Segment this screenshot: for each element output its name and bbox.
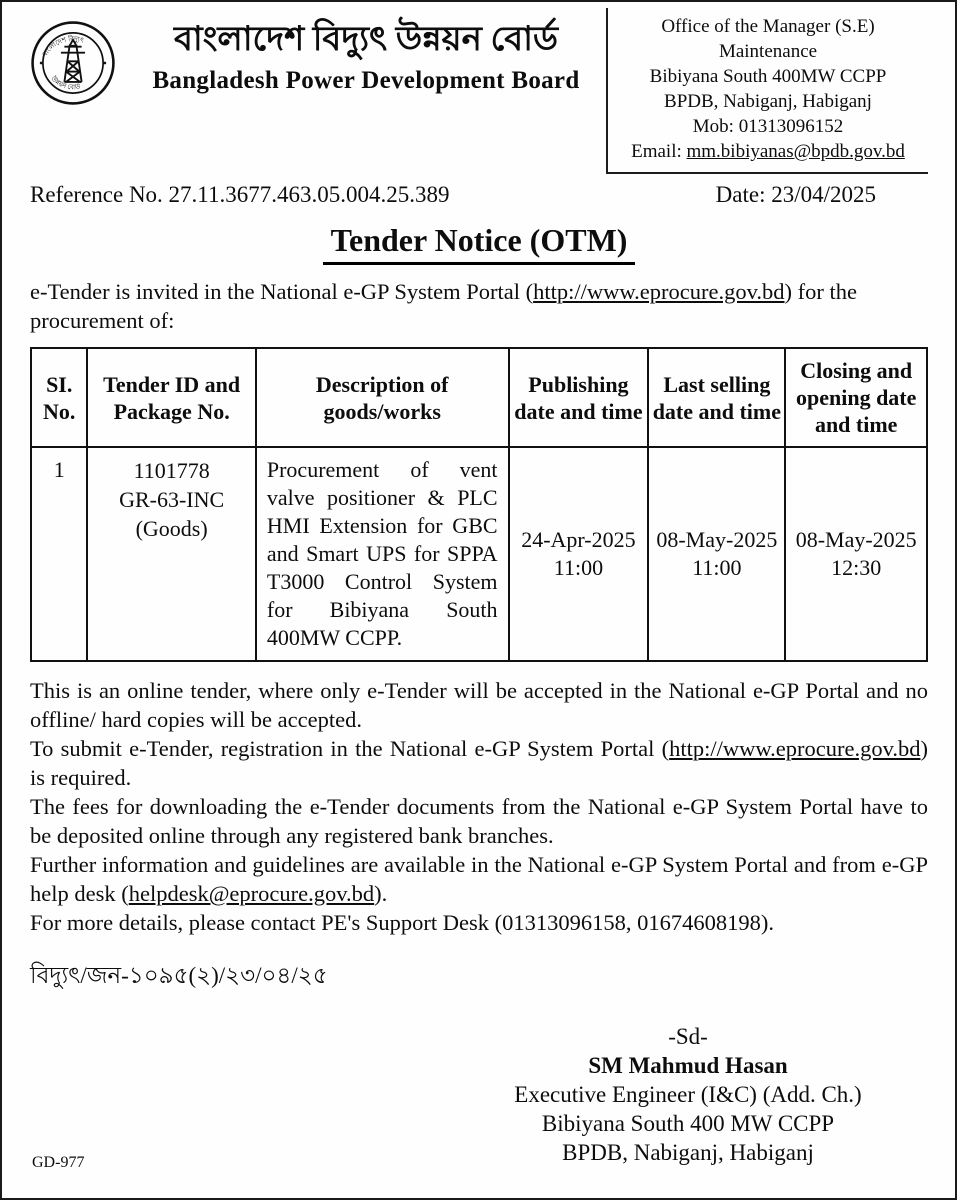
cell-description: Procurement of vent valve positioner & PLC HMI Extension for GBC and Smart UPS for SPPA T3000 Control System for Bibiyana South 400MW CCPP. xyxy=(256,447,509,661)
office-info-line: BPDB, Nabiganj, Habiganj xyxy=(664,91,872,112)
paragraph-registration xyxy=(30,734,928,792)
package-no: GR-63-INC xyxy=(119,487,225,512)
org-name-bengali: বাংলাদেশ বিদ্যুৎ উন্নয়ন বোর্ড xyxy=(173,21,559,58)
title-wrap xyxy=(30,222,928,265)
publishing-time: 11:00 xyxy=(553,555,604,580)
cell-publishing-date xyxy=(509,447,649,661)
organization-names xyxy=(126,8,606,174)
email-label: Email: xyxy=(631,141,687,162)
column-header-publishing: Publishing date and time xyxy=(509,348,649,447)
office-info-line: Office of the Manager (S.E) Maintenance xyxy=(661,16,875,62)
svg-text:বাংলাদেশ বিদ্যুৎ: বাংলাদেশ বিদ্যুৎ xyxy=(41,35,85,59)
publishing-date: 24-Apr-2025 xyxy=(521,527,636,552)
office-info-line: Bibiyana South 400MW CCPP xyxy=(649,66,887,87)
paragraph-online-only: This is an online tender, where only e-Tender will be accepted in the National e-GP Portal and no offline/ hard copies will be accepted. xyxy=(30,678,928,732)
signature-block xyxy=(448,1022,928,1167)
cell-tender-id xyxy=(87,447,255,661)
body-paragraphs xyxy=(30,676,928,937)
office-email-link[interactable]: mm.bibiyanas@bpdb.gov.bd xyxy=(686,141,905,162)
bpdb-logo xyxy=(30,8,126,174)
cell-closing-date xyxy=(785,447,927,661)
svg-text:উন্নয়ন বোর্ড: উন্নয়ন বোর্ড xyxy=(49,75,82,92)
paragraph-text: ) is required. xyxy=(30,736,928,790)
signed-marker: -Sd- xyxy=(668,1024,708,1049)
page-title: Tender Notice (OTM) xyxy=(323,222,636,265)
table-header-row xyxy=(31,348,927,447)
eprocure-portal-link[interactable]: http://www.eprocure.gov.bd xyxy=(669,736,921,761)
table-row xyxy=(31,447,927,661)
tender-type: (Goods) xyxy=(135,516,208,541)
column-header-tender-id: Tender ID and Package No. xyxy=(87,348,255,447)
reference-row xyxy=(30,182,928,208)
last-selling-time: 11:00 xyxy=(692,555,742,580)
bpdb-seal-icon xyxy=(30,20,116,106)
intro-text: ) for the procurement of: xyxy=(30,279,857,333)
org-name-english: Bangladesh Power Development Board xyxy=(152,67,580,95)
helpdesk-email-link[interactable]: helpdesk@eprocure.gov.bd xyxy=(128,881,375,906)
paragraph-support-desk: For more details, please contact PE's Support Desk (01313096158, 01674608198). xyxy=(30,910,774,935)
intro-paragraph xyxy=(30,277,928,335)
document-date: Date: 23/04/2025 xyxy=(715,182,876,207)
form-code: GD-977 xyxy=(32,1154,85,1171)
tender-id: 1101778 xyxy=(133,458,210,483)
reference-number: Reference No. 27.11.3677.463.05.004.25.389 xyxy=(30,182,450,207)
office-mobile: Mob: 01313096152 xyxy=(692,116,844,137)
column-header-closing: Closing and opening date and time xyxy=(785,348,927,447)
last-selling-date: 08-May-2025 xyxy=(656,527,778,552)
paragraph-fees: The fees for downloading the e-Tender documents from the National e-GP System Portal have to be deposited online through any registered bank branches. xyxy=(30,794,928,848)
paragraph-text: To submit e-Tender, registration in the National e-GP System Portal ( xyxy=(30,736,670,761)
column-header-description: Description of goods/works xyxy=(256,348,509,447)
signatory-designation: Executive Engineer (I&C) (Add. Ch.) xyxy=(514,1082,862,1107)
signatory-org-line: BPDB, Nabiganj, Habiganj xyxy=(562,1140,814,1165)
column-header-sl-no: SI. No. xyxy=(31,348,87,447)
cell-last-selling-date xyxy=(648,447,785,661)
memo-number-bengali: বিদ্যুৎ/জন-১০৯৫(২)/২৩/০৪/২৫ xyxy=(30,963,328,988)
signatory-org-line: Bibiyana South 400 MW CCPP xyxy=(541,1111,835,1136)
eprocure-portal-link[interactable]: http://www.eprocure.gov.bd xyxy=(533,279,785,304)
paragraph-further-info xyxy=(30,850,928,908)
cell-sl-no: 1 xyxy=(31,447,87,661)
closing-date: 08-May-2025 xyxy=(795,527,917,552)
tender-table xyxy=(30,347,928,662)
signatory-name: SM Mahmud Hasan xyxy=(588,1053,788,1078)
document-header xyxy=(30,8,928,174)
office-email-line xyxy=(612,139,924,164)
paragraph-text: ). xyxy=(374,881,388,906)
office-info-block xyxy=(606,8,928,174)
paragraph-text: Further information and guidelines are available in the National e-GP System Portal and from e-GP help desk ( xyxy=(30,852,928,906)
column-header-last-selling: Last selling date and time xyxy=(648,348,785,447)
intro-text: e-Tender is invited in the National e-GP System Portal ( xyxy=(30,279,534,304)
closing-time: 12:30 xyxy=(831,555,882,580)
